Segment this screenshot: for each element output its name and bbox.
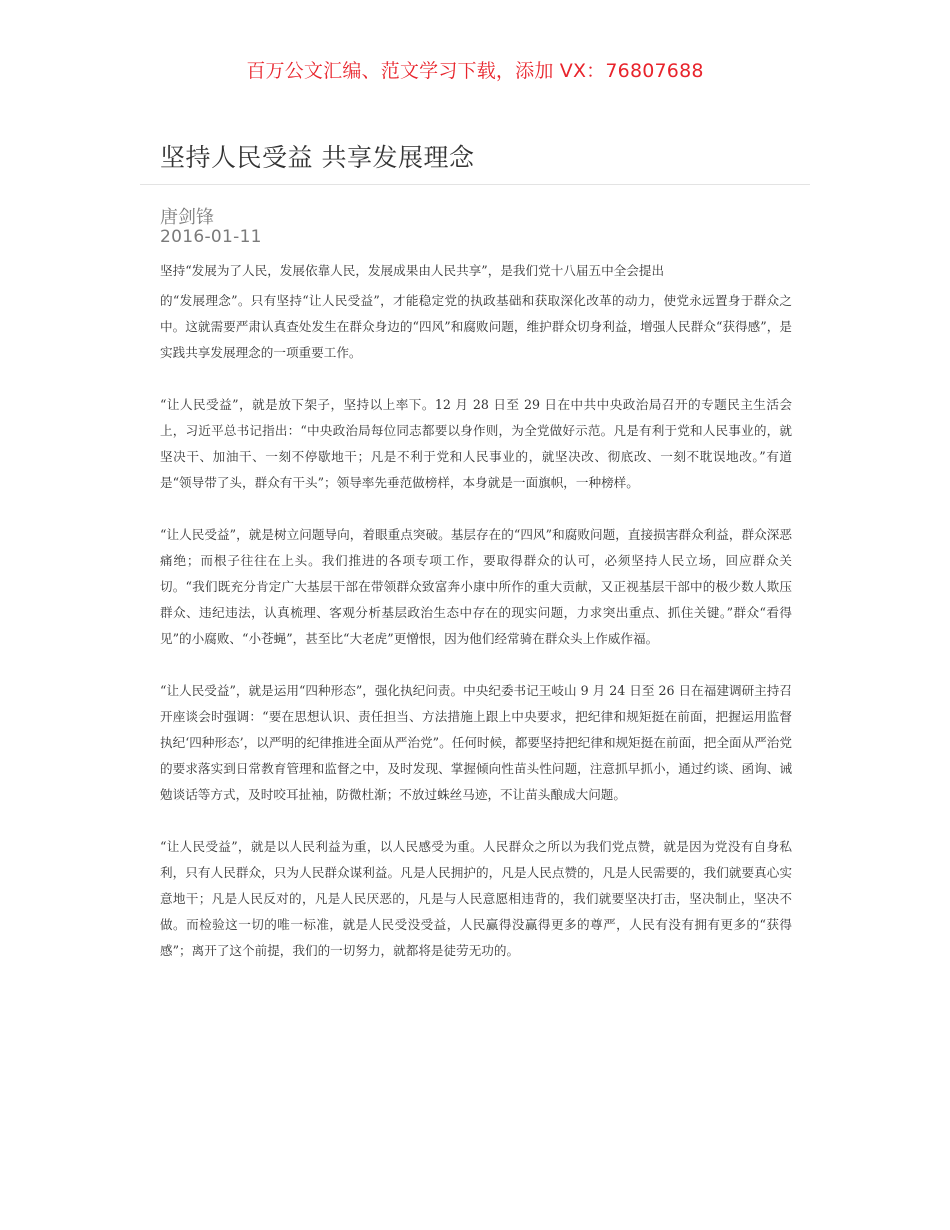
article-paragraph: “让人民受益”，就是树立问题导向，着眼重点突破。基层存在的“四风”和腐败问题，直接损害群众利益，群众深恶痛绝；而根子往往在上头。我们推进的各项专项工作，要取得群众的认可，必须坚持人民立场，回应群众关切。“我们既充分肯定广大基层干部在带领群众致富奔小康中所作的重大贡献，又正视基层干部中的极少数人欺压群众、违纪违法，认真梳理、客观分析基层政治生态中存在的现实问题，力求突出重点、抓住关键。”群众“看得见”的小腐败、“小苍蝇”，甚至比“大老虎”更憎恨，因为他们经常骑在群众头上作威作福。	[160, 527, 792, 646]
article-paragraph: “让人民受益”，就是运用“四种形态”，强化执纪问责。中央纪委书记王岐山 9 月 24 日至 26 日在福建调研主持召开座谈会时强调：“要在思想认识、责任担当、方法措施上跟上中央要求，把纪律和规矩挺在前面，把握运用监督执纪‘四种形态’，以严明的纪律推进全面从严治党”。任何时候，都要坚持把纪律和规矩挺在前面，把全面从严治党的要求落实到日常教育管理和监督之中，及时发现、掌握倾向性苗头性问题，注意抓早抓小，通过约谈、函询、诫勉谈话等方式，及时咬耳扯袖，防微杜渐；不放过蛛丝马迹，不让苗头酿成大问题。	[160, 683, 792, 802]
promo-banner: 百万公文汇编、范文学习下载，添加 VX：76807688	[246, 60, 704, 82]
article-title: 坚持人民受益 共享发展理念	[160, 143, 475, 172]
article-paragraph: 的“发展理念”。只有坚持“让人民受益”，才能稳定党的执政基础和获取深化改革的动力，使党永远置身于群众之中。这就需要严肃认真查处发生在群众身边的“四风”和腐败问题，维护群众切身利益，增强人民群众“获得感”，是实践共享发展理念的一项重要工作。	[160, 293, 792, 360]
article-paragraph: “让人民受益”，就是以人民利益为重，以人民感受为重。人民群众之所以为我们党点赞，就是因为党没有自身私利，只有人民群众，只为人民群众谋利益。凡是人民拥护的，凡是人民点赞的，凡是人民需要的，我们就要真心实意地干；凡是人民反对的，凡是人民厌恶的，凡是与人民意愿相违背的，我们就要坚决打击，坚决制止，坚决不做。而检验这一切的唯一标准，就是人民受没受益，人民赢得没赢得更多的尊严，人民有没有拥有更多的“获得感”；离开了这个前提，我们的一切努力，就都将是徒劳无功的。	[160, 839, 792, 958]
article-date: 2016-01-11	[160, 227, 262, 247]
article-paragraph: “让人民受益”，就是放下架子，坚持以上率下。12 月 28 日至 29 日在中共中央政治局召开的专题民主生活会上，习近平总书记指出：“中央政治局每位同志都要以身作则，为全党做好示范。凡是有利于党和人民事业的，就坚决干、加油干、一刻不停歇地干；凡是不利于党和人民事业的，就坚决改、彻底改、一刻不耽误地改。”有道是“领导带了头，群众有干头”；领导率先垂范做榜样，本身就是一面旗帜，一种榜样。	[160, 397, 792, 490]
title-divider	[140, 184, 810, 185]
article-author: 唐剑锋	[160, 207, 214, 228]
article-paragraph: 坚持“发展为了人民，发展依靠人民，发展成果由人民共享”，是我们党十八届五中全会提出	[160, 263, 665, 278]
article-body	[160, 258, 792, 990]
